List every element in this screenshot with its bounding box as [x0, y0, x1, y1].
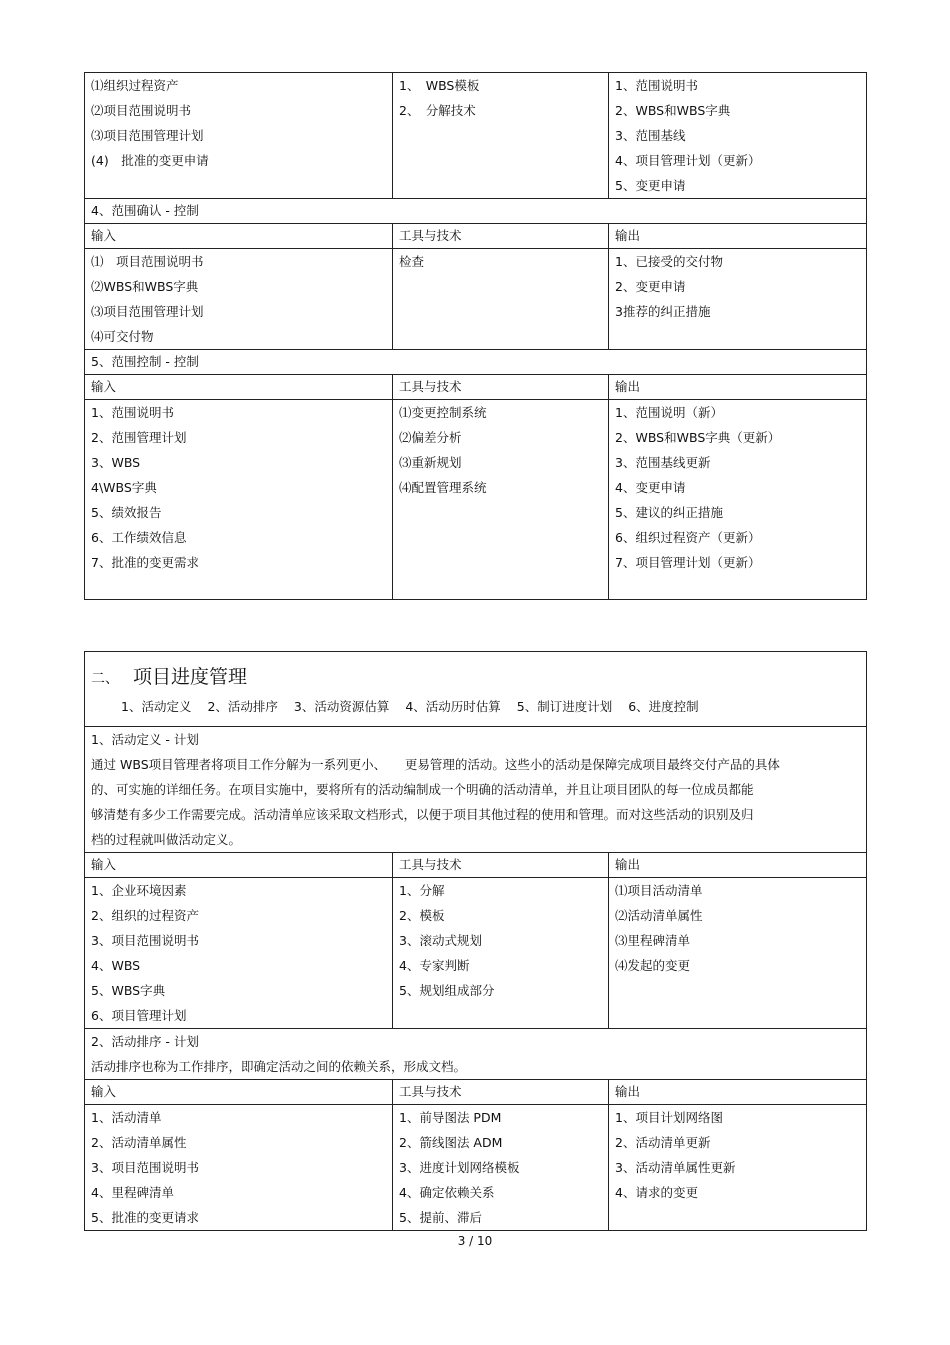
inputs-cell [85, 878, 393, 1029]
list-item: 5、绩效报告 [91, 505, 162, 520]
list-item: 4、请求的变更 [615, 1185, 698, 1200]
list-item: ⑴项目活动清单 [615, 883, 703, 898]
list-item: 1、活动清单 [91, 1110, 162, 1125]
list-item: 3、WBS [91, 455, 141, 470]
list-item: 5、建议的纠正措施 [615, 505, 723, 520]
list-item: ⑷可交付物 [91, 329, 154, 344]
list-item: 4、项目管理计划（更新） [615, 153, 761, 168]
activity-def-row [85, 878, 867, 1029]
list-item: ⑷发起的变更 [615, 958, 691, 973]
header-input: 输入 [85, 853, 393, 878]
list-item: 3、活动资源估算 [293, 699, 390, 714]
outputs-cell [609, 249, 867, 350]
section-number: 二、 [91, 671, 119, 687]
list-item: 2、组织的过程资产 [91, 908, 199, 923]
header-output: 输出 [609, 224, 867, 249]
list-item: 3、范围基线更新 [615, 455, 711, 470]
header-output: 输出 [609, 1080, 867, 1105]
tools-cell [393, 878, 609, 1029]
list-item: 3、进度计划网络模板 [399, 1160, 520, 1175]
list-item: 1、分解 [399, 883, 445, 898]
description-line: 够清楚有多少工作需要完成。活动清单应该采取文档形式，以便于项目其他过程的使用和管理。而对这些活动的识别及归 [91, 807, 754, 822]
table-header-row [85, 224, 867, 249]
list-item: ⑶里程碑清单 [615, 933, 691, 948]
list-item: 2、箭线图法 ADM [399, 1135, 503, 1150]
list-item: 4、WBS [91, 958, 141, 973]
list-item: ⑶重新规划 [399, 455, 462, 470]
list-item: 1、 WBS模板 [399, 78, 480, 93]
list-item: 4、确定依赖关系 [399, 1185, 495, 1200]
list-item: 3、项目范围说明书 [91, 933, 199, 948]
list-item: ⑷配置管理系统 [399, 480, 487, 495]
list-item: 5、变更申请 [615, 178, 686, 193]
process-list [91, 694, 860, 720]
activity-def-title: 1、活动定义 - 计划 [91, 732, 199, 747]
list-item: 5、规划组成部分 [399, 983, 495, 998]
list-item: 2、变更申请 [615, 279, 686, 294]
header-input: 输入 [85, 1080, 393, 1105]
list-item: 3、滚动式规划 [399, 933, 482, 948]
tools-cell [393, 400, 609, 600]
list-item: 2、 分解技术 [399, 103, 476, 118]
header-tools: 工具与技术 [393, 375, 609, 400]
outputs-cell [609, 1105, 867, 1231]
list-item: 2、WBS和WBS字典（更新） [615, 430, 781, 445]
table-header-row [85, 853, 867, 878]
list-item: 4、里程碑清单 [91, 1185, 174, 1200]
list-item: 2、活动排序 [207, 699, 278, 714]
list-item: 3、活动清单属性更新 [615, 1160, 736, 1175]
list-item: ⑶项目范围管理计划 [91, 304, 204, 319]
activity-def-block [85, 727, 867, 853]
list-item: 2、活动清单属性 [91, 1135, 187, 1150]
list-item: 5、提前、滞后 [399, 1210, 482, 1225]
list-item: 3推荐的纠正措施 [615, 304, 711, 319]
scope-define-row [85, 73, 867, 199]
list-item: 1、项目计划网络图 [615, 1110, 723, 1125]
list-item: 1、已接受的交付物 [615, 254, 723, 269]
list-item: ⑴变更控制系统 [399, 405, 487, 420]
list-item: 4、专家判断 [399, 958, 470, 973]
page-title: 项目进度管理 [133, 666, 248, 688]
list-item: 7、批准的变更需求 [91, 555, 199, 570]
list-item: 6、工作绩效信息 [91, 530, 187, 545]
header-tools: 工具与技术 [393, 1080, 609, 1105]
list-item: 1、活动定义 [121, 699, 192, 714]
inputs-cell [85, 400, 393, 600]
header-output: 输出 [609, 375, 867, 400]
activity-seq-block [85, 1029, 867, 1080]
list-item: 2、WBS和WBS字典 [615, 103, 731, 118]
scope-management-table [84, 72, 867, 600]
list-item: 1、范围说明书 [615, 78, 698, 93]
list-item: 6、项目管理计划 [91, 1008, 187, 1023]
tools-cell [393, 1105, 609, 1231]
list-item: 1、前导图法 PDM [399, 1110, 502, 1125]
header-output: 输出 [609, 853, 867, 878]
list-item: 7、项目管理计划（更新） [615, 555, 761, 570]
inputs-cell [85, 249, 393, 350]
list-item: 6、组织过程资产（更新） [615, 530, 761, 545]
tools-cell [393, 73, 609, 199]
header-tools: 工具与技术 [393, 224, 609, 249]
list-item: 3、范围基线 [615, 128, 686, 143]
section-header [85, 652, 867, 727]
list-item: 5、WBS字典 [91, 983, 166, 998]
list-item: 1、范围说明（新） [615, 405, 723, 420]
list-item: 3、项目范围说明书 [91, 1160, 199, 1175]
inputs-cell [85, 1105, 393, 1231]
activity-seq-row [85, 1105, 867, 1231]
section-title [91, 652, 860, 694]
list-item: 检查 [399, 254, 425, 269]
scope-verify-title: 4、范围确认 - 控制 [85, 199, 867, 224]
scope-control-title: 5、范围控制 - 控制 [85, 350, 867, 375]
outputs-cell [609, 73, 867, 199]
list-item: ⑴组织过程资产 [91, 78, 179, 93]
table-header-row [85, 375, 867, 400]
description-line: 的、可实施的详细任务。在项目实施中，要将所有的活动编制成一个明确的活动清单，并且让项目团队的每一位成员都能 [91, 782, 754, 797]
list-item: (4) 批准的变更申请 [91, 153, 209, 168]
list-item: 5、批准的变更请求 [91, 1210, 199, 1225]
header-tools: 工具与技术 [393, 853, 609, 878]
header-input: 输入 [85, 375, 393, 400]
list-item: ⑵WBS和WBS字典 [91, 279, 199, 294]
activity-seq-title: 2、活动排序 - 计划 [91, 1034, 199, 1049]
list-item: 2、范围管理计划 [91, 430, 187, 445]
description-line: 活动排序也称为工作排序，即确定活动之间的依赖关系，形成文档。 [91, 1059, 467, 1074]
schedule-management-table [84, 651, 867, 1231]
outputs-cell [609, 878, 867, 1029]
page-number: 3 / 10 [457, 1234, 493, 1248]
list-item: 1、企业环境因素 [91, 883, 187, 898]
list-item: ⑶项目范围管理计划 [91, 128, 204, 143]
list-item: 4\WBS字典 [91, 480, 157, 495]
list-item: 2、模板 [399, 908, 445, 923]
list-item: 1、范围说明书 [91, 405, 174, 420]
list-item: ⑵活动清单属性 [615, 908, 703, 923]
description-line: 档的过程就叫做活动定义。 [91, 832, 242, 847]
tools-cell [393, 249, 609, 350]
list-item: 6、进度控制 [628, 699, 699, 714]
list-item: ⑵项目范围说明书 [91, 103, 192, 118]
description-line: 通过 WBS项目管理者将项目工作分解为一系列更小、 更易管理的活动。这些小的活动是保障完成项目最终交付产品的具体 [91, 757, 780, 772]
list-item: 4、变更申请 [615, 480, 686, 495]
inputs-cell [85, 73, 393, 199]
table-header-row [85, 1080, 867, 1105]
scope-verify-row [85, 249, 867, 350]
list-item: ⑴ 项目范围说明书 [91, 254, 204, 269]
list-item: 5、制订进度计划 [516, 699, 613, 714]
header-input: 输入 [85, 224, 393, 249]
outputs-cell [609, 400, 867, 600]
scope-control-row [85, 400, 867, 600]
list-item: 2、活动清单更新 [615, 1135, 711, 1150]
list-item: 4、活动历时估算 [405, 699, 501, 714]
list-item: ⑵偏差分析 [399, 430, 462, 445]
